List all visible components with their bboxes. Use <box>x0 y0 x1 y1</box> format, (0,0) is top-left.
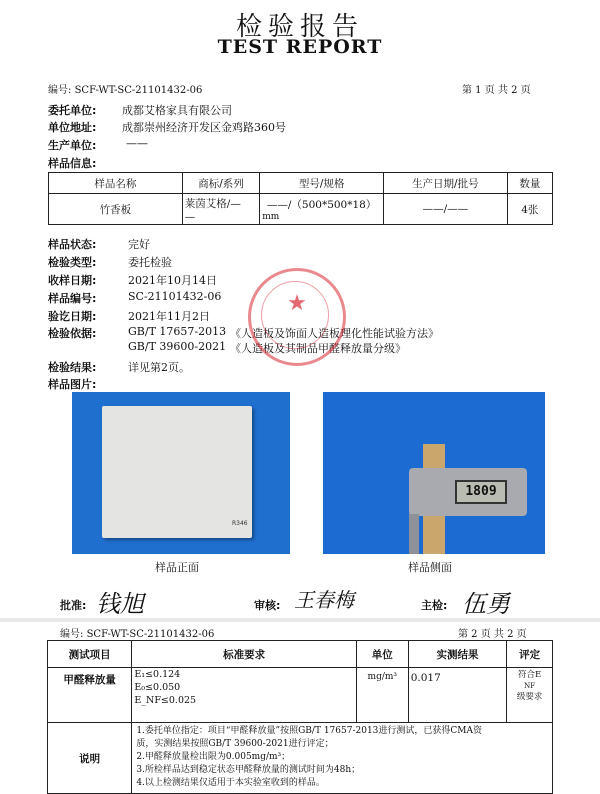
verdict <box>507 668 553 723</box>
note-1b: 质，实测结果按照GB/T 39600-2021进行评定； <box>136 739 334 749</box>
measured-value: 0.017 <box>408 668 507 723</box>
basis1-title: 《人造板及饰面人造板理化性能试验方法》 <box>230 327 439 340</box>
sample-front-photo <box>72 392 290 554</box>
report-number-label: 编号: <box>60 629 84 640</box>
report-number-value: SCF-WT-SC-21101432-06 <box>74 85 203 96</box>
basis1-code: GB/T 17657-2013 <box>128 325 227 338</box>
deadline-value: 2021年11月2日 <box>128 310 210 323</box>
test-type-value: 委托检验 <box>128 256 172 269</box>
report-number-label: 编号: <box>48 85 72 96</box>
status-value: 完好 <box>128 238 150 251</box>
star-icon: ★ <box>287 291 307 316</box>
requirements <box>132 668 357 723</box>
photo1-caption: 样品正面 <box>155 561 199 574</box>
req-e0: E₀≤0.050 <box>134 682 181 693</box>
caliper-display: 1809 <box>455 480 507 504</box>
col-header: 标准要求 <box>132 641 357 668</box>
result-value: 详见第2页。 <box>128 361 190 374</box>
received-value: 2021年10月14日 <box>128 274 217 287</box>
verdict-line1: 符合E <box>518 670 542 680</box>
table-header-row <box>49 173 553 194</box>
notes-label: 说明 <box>48 723 132 794</box>
report-title-cn: 检验报告 <box>235 12 364 42</box>
col-header: 实测结果 <box>408 641 507 668</box>
note-3: 3.所检样品达到稳定状态甲醛释放量的测试时间为48h； <box>136 765 361 775</box>
review-label: 审核: <box>254 599 281 612</box>
page-separator <box>0 618 600 622</box>
col-header: 评定 <box>507 641 553 668</box>
col-header: 单位 <box>356 641 408 668</box>
col-header: 型号/规格 <box>260 173 384 194</box>
basis2-code: GB/T 39600-2021 <box>128 340 227 353</box>
producer-label: 生产单位: <box>48 139 97 152</box>
sample-brand-line2: — <box>184 210 196 223</box>
note-1: 1.委托单位指定：项目“甲醛释放量”按照GB/T 17657-2013进行测试，已获得CMA资 <box>136 726 482 736</box>
table-row <box>48 668 553 723</box>
col-header: 商标/系列 <box>182 173 259 194</box>
page-indicator-p2: 第 2 页 共 2 页 <box>458 629 527 640</box>
pictures-label: 样品图片: <box>48 378 97 391</box>
col-header: 生产日期/批号 <box>383 173 507 194</box>
sample-model-line1: ——/（500*500*18） <box>266 198 377 211</box>
received-label: 收样日期: <box>48 274 97 287</box>
req-e1: E₁≤0.124 <box>134 669 181 680</box>
approve-label: 批准: <box>60 599 87 612</box>
table-header-row <box>48 641 553 668</box>
report-title-en: TEST REPORT <box>217 36 383 58</box>
sample-qty: 4张 <box>507 194 552 225</box>
report-number-value: SCF-WT-SC-21101432-06 <box>86 629 215 640</box>
notes <box>132 723 553 794</box>
col-header: 测试项目 <box>48 641 132 668</box>
verdict-line3: 级要求 <box>516 692 543 702</box>
req-enf: E_NF≤0.025 <box>134 695 197 706</box>
table-row <box>48 723 553 794</box>
note-4: 4.以上检测结果仅适用于本实验室收到的样品。 <box>136 778 325 788</box>
sample-brand <box>182 194 259 225</box>
status-label: 样品状态: <box>48 238 97 251</box>
basis-label: 检验依据: <box>48 327 97 340</box>
board-label: R346 <box>232 520 248 527</box>
sample-date: ——/—— <box>383 194 507 225</box>
client-label: 委托单位: <box>48 104 97 117</box>
lead-signature: 伍勇 <box>462 590 510 618</box>
results-table <box>47 640 553 794</box>
sample-no-label: 样品编号: <box>48 292 97 305</box>
report-number-p2 <box>60 625 214 640</box>
col-header: 数量 <box>507 173 552 194</box>
sample-side-photo <box>323 392 545 554</box>
result-label: 检验结果: <box>48 361 97 374</box>
lead-label: 主检: <box>421 599 448 612</box>
sample-no-value: SC-21101432-06 <box>128 290 222 303</box>
col-header: 样品名称 <box>49 173 183 194</box>
test-item: 甲醛释放量 <box>48 668 132 723</box>
test-type-label: 检验类型: <box>48 256 97 269</box>
report-number <box>48 81 202 96</box>
address-label: 单位地址: <box>48 121 97 134</box>
sample-model-line2: mm <box>262 211 280 222</box>
page-indicator: 第 1 页 共 2 页 <box>462 85 531 96</box>
review-signature: 王春梅 <box>294 588 354 612</box>
address-value: 成都崇州经济开发区金鸡路360号 <box>122 121 286 134</box>
deadline-label: 验讫日期: <box>48 310 97 323</box>
producer-value: —— <box>126 137 148 150</box>
verdict-line2: NF <box>524 682 536 690</box>
stamp-seal <box>248 268 346 366</box>
sample-model <box>260 194 384 225</box>
photo2-caption: 样品侧面 <box>408 561 452 574</box>
sample-name: 竹香板 <box>49 194 183 225</box>
sample-brand-line1: 莱茵艾格/— <box>184 197 241 210</box>
basis2-title: 《人造板及其制品甲醛释放量分级》 <box>230 342 406 355</box>
table-row <box>49 194 553 225</box>
note-2: 2.甲醛释放量检出限为0.005mg/m³； <box>136 752 291 762</box>
client-value: 成都艾格家具有限公司 <box>122 104 232 117</box>
sample-info-label: 样品信息: <box>48 157 97 170</box>
sample-info-table <box>48 172 553 225</box>
unit: mg/m³ <box>356 668 408 723</box>
approve-signature: 钱旭 <box>96 590 144 618</box>
